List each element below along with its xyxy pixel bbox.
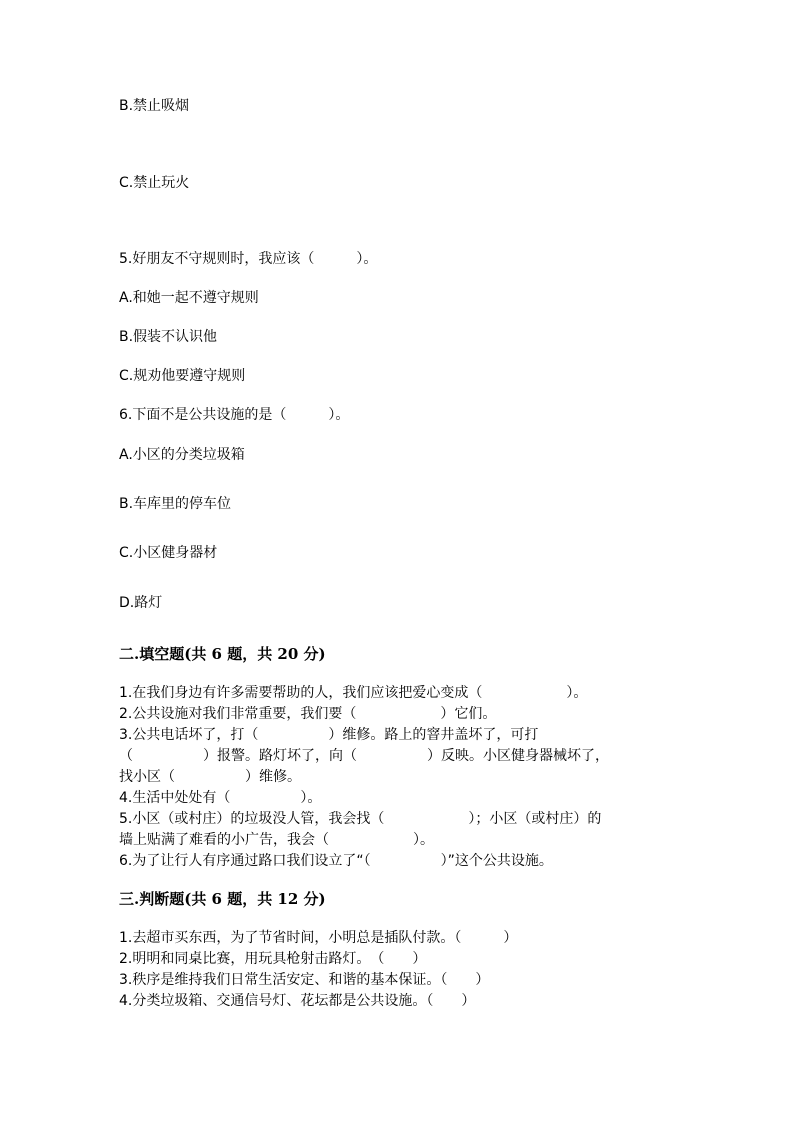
fill-line-8: 墙上贴满了难看的小广告，我会（ ）。 <box>119 832 434 848</box>
fill-line-4: （ ）报警。路灯坏了，向（ ）反映。小区健身器械坏了， <box>119 748 609 764</box>
section-2-title: 二.填空题(共 6 题，共 20 分) <box>119 645 326 663</box>
fill-line-9: 6.为了让行人有序通过路口我们设立了“（ ）”这个公共设施。 <box>119 853 553 869</box>
fill-line-7: 5.小区（或村庄）的垃圾没人管，我会找（ ）；小区（或村庄）的 <box>119 811 602 827</box>
q4-option-b: B.禁止吸烟 <box>119 98 190 114</box>
q5-stem: 5.好朋友不守规则时，我应该（ ）。 <box>119 251 378 267</box>
q6-option-c: C.小区健身器材 <box>119 545 218 561</box>
q5-option-c: C.规劝他要遵守规则 <box>119 368 246 384</box>
q5-option-b: B.假装不认识他 <box>119 329 218 345</box>
judge-line-3: 3.秩序是维持我们日常生活安定、和谐的基本保证。（ ） <box>119 972 490 988</box>
section-3-title: 三.判断题(共 6 题，共 12 分) <box>119 890 326 908</box>
q6-option-d: D.路灯 <box>119 595 163 611</box>
fill-line-2: 2.公共设施对我们非常重要，我们要（ ）它们。 <box>119 706 497 722</box>
q6-option-b: B.车库里的停车位 <box>119 496 232 512</box>
judge-line-4: 4.分类垃圾箱、交通信号灯、花坛都是公共设施。（ ） <box>119 993 476 1009</box>
q6-option-a: A.小区的分类垃圾箱 <box>119 447 245 463</box>
fill-line-6: 4.生活中处处有（ ）。 <box>119 790 322 806</box>
judge-line-2: 2.明明和同桌比赛，用玩具枪射击路灯。 （ ） <box>119 951 427 967</box>
q5-option-a: A.和她一起不遵守规则 <box>119 290 259 306</box>
fill-line-5: 找小区（ ）维修。 <box>119 769 301 785</box>
fill-line-3: 3.公共电话坏了，打（ ）维修。路上的窨井盖坏了，可打 <box>119 727 539 743</box>
q4-option-c: C.禁止玩火 <box>119 175 190 191</box>
judge-line-1: 1.去超市买东西，为了节省时间，小明总是插队付款。（ ） <box>119 930 518 946</box>
q6-stem: 6.下面不是公共设施的是（ ）。 <box>119 407 350 423</box>
fill-line-1: 1.在我们身边有许多需要帮助的人，我们应该把爱心变成（ ）。 <box>119 685 588 701</box>
